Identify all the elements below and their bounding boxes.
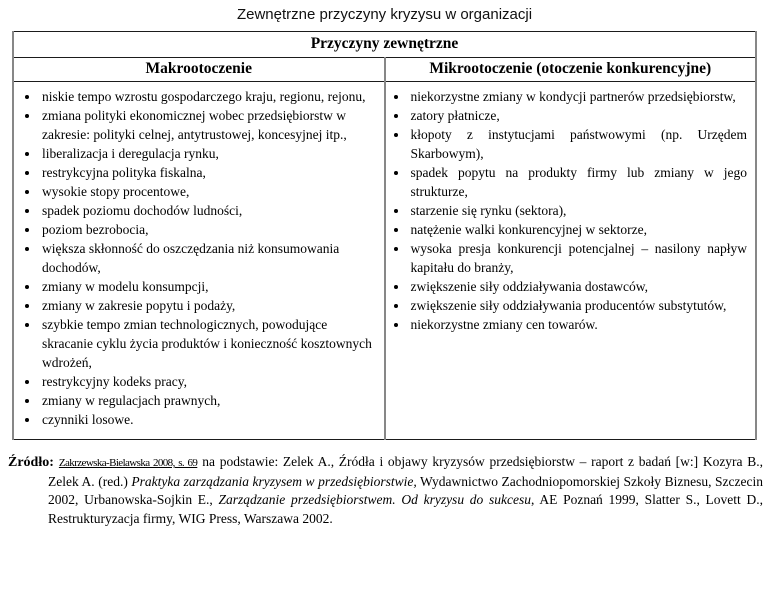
list-item: • wysoka presja konkurencji potencjalnej – nasilony napływ kapitału do branży, — [409, 239, 748, 277]
macro-environment-cell — [13, 82, 385, 440]
list-item: • wysokie stopy procentowe, — [40, 182, 376, 201]
list-item: • zmiany w regulacjach prawnych, — [40, 391, 376, 410]
table-main-header: Przyczyny zewnętrzne — [13, 32, 756, 58]
list-item: • zwiększenie siły oddziaływania dostawców, — [409, 277, 748, 296]
macro-item-list — [16, 87, 376, 429]
list-item: • niekorzystne zmiany cen towarów. — [409, 315, 748, 334]
list-item: • zmiany w zakresie popytu i podaży, — [40, 296, 376, 315]
source-label: Źródło: — [8, 455, 54, 470]
micro-environment-cell — [385, 82, 757, 440]
table-header-row — [13, 32, 756, 58]
column-header-macro: Makrootoczenie — [13, 58, 385, 82]
list-item: • szybkie tempo zmian technologicznych, powodujące skracanie cyklu życia produktów i konieczność kosztownych wdrożeń, — [40, 315, 376, 372]
list-item: • zwiększenie siły oddziaływania producentów substytutów, — [409, 296, 748, 315]
list-item: • poziom bezrobocia, — [40, 220, 376, 239]
external-causes-table — [12, 31, 757, 440]
list-item: • starzenie się rynku (sektora), — [409, 201, 748, 220]
source-segment: Wydawnictwo Zachodniopomorskiej Szkoły Biznesu, Szczecin 2002, Urbanowska-Sojkin E., — [48, 473, 764, 507]
source-segment: , AE Poznań 1999, Slatter S., Lovett D., Restrukturyzacja firmy, WIG Press, Warszawa 2002. — [48, 492, 764, 526]
list-item: • kłopoty z instytucjami państwowymi (np. Urzędem Skarbowym), — [409, 125, 748, 163]
list-item: • zatory płatnicze, — [409, 106, 748, 125]
source-segment: Zarządzanie przedsiębiorstwem. Od kryzysu do sukcesu — [218, 492, 531, 507]
list-item: • większa skłonność do oszczędzania niż konsumowania dochodów, — [40, 239, 376, 277]
source-note — [8, 453, 763, 528]
column-header-micro: Mikrootoczenie (otoczenie konkurencyjne) — [385, 58, 757, 82]
list-item: • zmiana polityki ekonomicznej wobec przedsiębiorstw w zakresie: polityki celnej, antytrustowej, koncesyjnej itp., — [40, 106, 376, 144]
list-item: • spadek poziomu dochodów ludności, — [40, 201, 376, 220]
list-item: • liberalizacja i deregulacja rynku, — [40, 144, 376, 163]
list-item: • zmiany w modelu konsumpcji, — [40, 277, 376, 296]
source-citation-link[interactable]: Zakrzewska-Bielawska 2008, s. 69 — [58, 457, 198, 469]
list-item: • restrykcyjna polityka fiskalna, — [40, 163, 376, 182]
list-item: • restrykcyjny kodeks pracy, — [40, 372, 376, 391]
list-item: • spadek popytu na produkty firmy lub zmiany w jego strukturze, — [409, 163, 748, 201]
source-segment: na podstawie: Zelek A., Źródła i objawy kryzysów przedsiębiorstw – raport z badań [w:] Kozyra B., Zelek A. (red.) — [48, 454, 763, 489]
list-item: • niskie tempo wzrostu gospodarczego kraju, regionu, rejonu, — [40, 87, 376, 106]
source-segment: Praktyka zarządzania kryzysem w przedsiębiorstwie, — [131, 473, 417, 489]
table-body-row — [13, 82, 756, 440]
micro-item-list — [388, 87, 748, 334]
list-item: • niekorzystne zmiany w kondycji partnerów przedsiębiorstw, — [409, 87, 748, 106]
list-item: • natężenie walki konkurencyjnej w sektorze, — [409, 220, 748, 239]
page-title: Zewnętrzne przyczyny kryzysu w organizacji — [236, 6, 533, 23]
list-item: • czynniki losowe. — [40, 410, 376, 429]
document-page — [0, 6, 769, 528]
column-header-row — [13, 58, 756, 82]
